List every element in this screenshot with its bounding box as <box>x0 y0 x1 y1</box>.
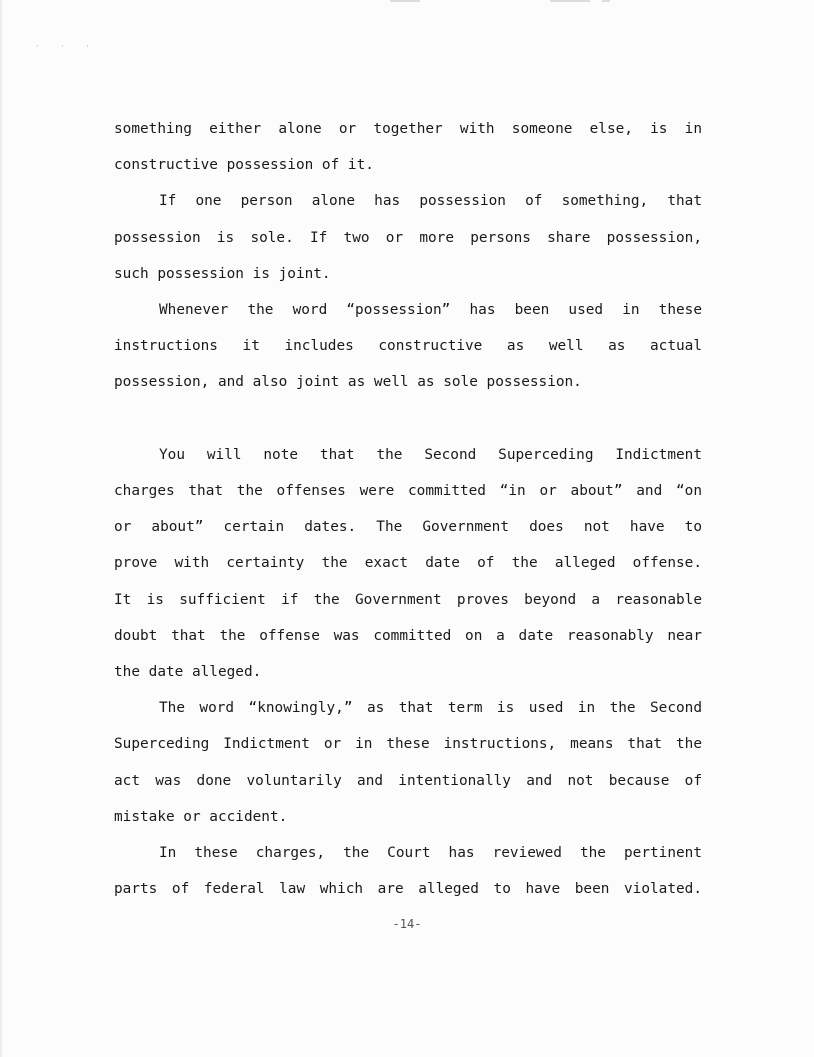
text-line: The word “knowingly,” as that term is used in the Second <box>159 700 702 717</box>
text-line: charges that the offenses were committed “in or about” and “on <box>114 483 702 500</box>
scan-marks <box>380 0 630 3</box>
paragraph-line <box>114 473 702 509</box>
text-line: doubt that the offense was committed on a date reasonably near <box>114 627 702 644</box>
text-line: possession, and also joint as well as sole possession. <box>114 374 582 391</box>
paragraph-line <box>114 147 702 183</box>
paragraph-line <box>114 328 702 364</box>
text-line: parts of federal law which are alleged to have been violated. <box>114 881 702 898</box>
paragraph-line <box>114 220 702 256</box>
text-line: constructive possession of it. <box>114 157 374 174</box>
paragraph <box>114 690 702 726</box>
paragraph-line <box>114 799 702 835</box>
paragraph <box>114 292 702 328</box>
text-line: It is sufficient if the Government proves beyond a reasonable <box>114 591 702 608</box>
text-line: instructions it includes constructive as well as actual <box>114 338 702 355</box>
text-line: the date alleged. <box>114 664 262 681</box>
text-line: Superceding Indictment or in these instructions, means that the <box>114 736 702 753</box>
scan-edge <box>0 0 3 1057</box>
paragraph-line <box>114 654 702 690</box>
text-line: possession is sole. If two or more persons share possession, <box>114 229 702 246</box>
paragraph-gap <box>114 401 702 437</box>
text-line: such possession is joint. <box>114 265 331 282</box>
page-number: -14- <box>392 917 422 931</box>
paragraph <box>114 835 702 871</box>
paragraph-line <box>114 545 702 581</box>
paragraph <box>114 111 702 147</box>
text-line: act was done voluntarily and intentionally and not because of <box>114 772 702 789</box>
paragraph-line <box>114 871 702 907</box>
text-line: If one person alone has possession of something, that <box>159 193 702 210</box>
paragraph-line <box>114 726 702 762</box>
paragraph-line <box>114 509 702 545</box>
text-line: You will note that the Second Superceding Indictment <box>159 446 702 463</box>
paragraph <box>114 437 702 473</box>
paragraph <box>114 183 702 219</box>
text-line: Whenever the word “possession” has been used in these <box>159 302 702 319</box>
text-line: prove with certainty the exact date of the alleged offense. <box>114 555 702 572</box>
paragraph-line <box>114 763 702 799</box>
text-line: mistake or accident. <box>114 808 288 825</box>
body-text <box>114 111 702 907</box>
paragraph-line <box>114 256 702 292</box>
paragraph-line <box>114 618 702 654</box>
paragraph-line <box>114 582 702 618</box>
text-line: or about” certain dates. The Government does not have to <box>114 519 702 536</box>
paragraph-line <box>114 364 702 400</box>
scan-specks: · · · <box>36 42 99 51</box>
text-line: In these charges, the Court has reviewed the pertinent <box>159 845 702 862</box>
text-line: something either alone or together with someone else, is in <box>114 121 702 137</box>
